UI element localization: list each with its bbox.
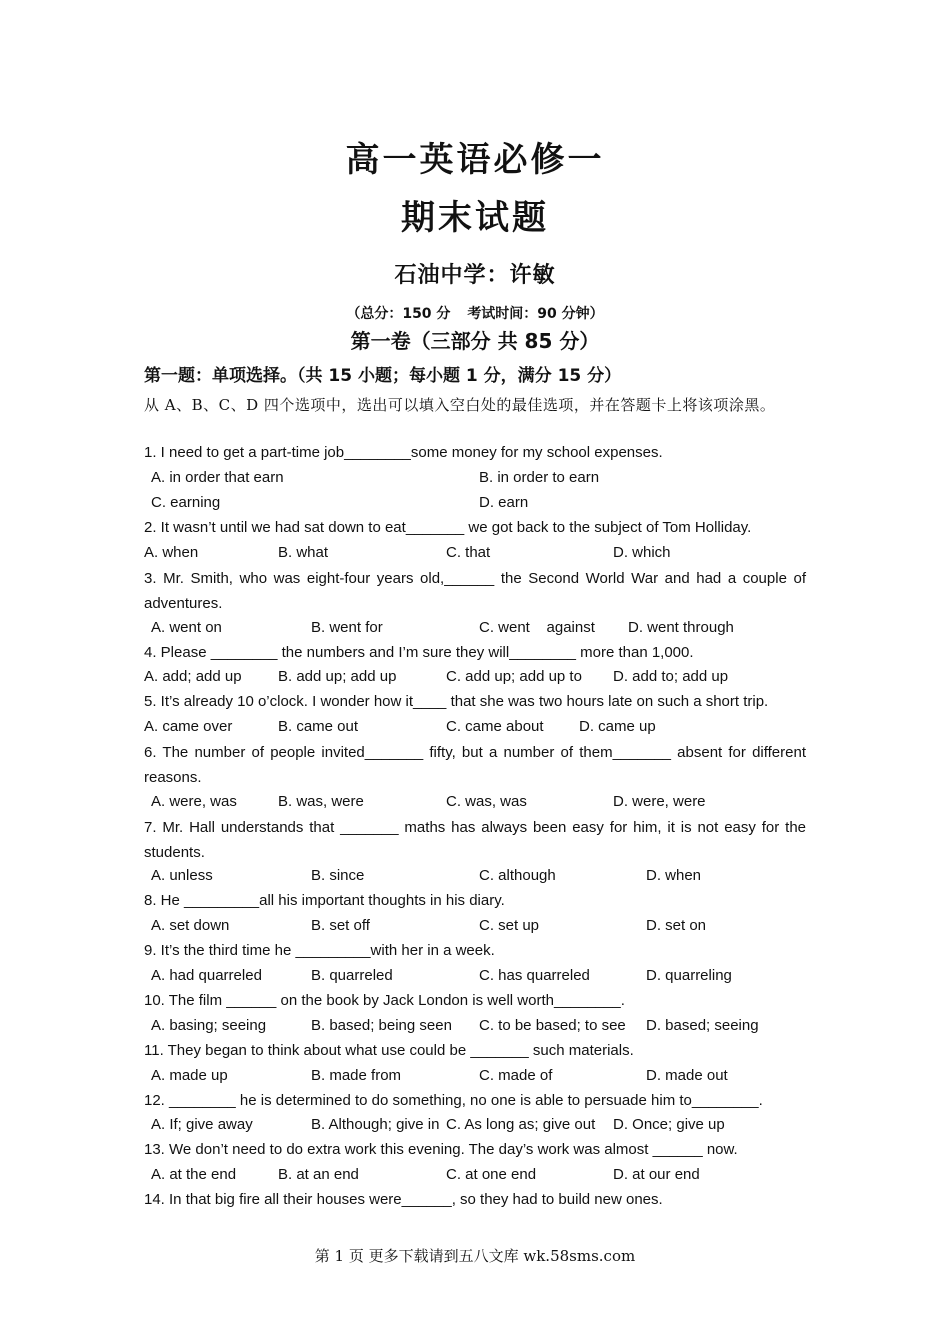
option-b: B. was, were — [278, 793, 364, 810]
option-b: B. made from — [311, 1067, 402, 1084]
option-d: D. were, were — [613, 793, 706, 810]
option-c: C. add up; add up to — [446, 668, 582, 685]
question-stem: 9. It’s the third time he _________with her in a week. — [144, 942, 495, 959]
option-c: C. went against — [479, 619, 595, 636]
question-stem: 7. Mr. Hall understands that _______ maths has always been easy for him, it is not easy for the students. — [144, 819, 806, 861]
option-a: A. came over — [144, 718, 233, 735]
option-b: B. Although; give in — [311, 1116, 440, 1133]
option-a: A. unless — [151, 867, 213, 884]
option-a: A. at the end — [151, 1166, 237, 1183]
question-stem: 1. I need to get a part-time job________some money for my school expenses. — [144, 444, 663, 461]
option-c: C. set up — [479, 917, 540, 934]
option-b: B. what — [278, 544, 329, 561]
option-b: B. in order to earn — [479, 469, 600, 486]
option-a: A. when — [144, 544, 199, 561]
total-score: （总分：150 分 — [346, 306, 451, 322]
exam-time: 考试时间：90 分钟） — [467, 306, 604, 322]
option-b: B. quarreled — [311, 967, 393, 984]
volume-title: 第一卷（三部分 共 85 分） — [350, 329, 600, 353]
question-stem: 4. Please ________ the numbers and I’m sure they will________ more than 1,000. — [144, 644, 694, 661]
option-b: B. based; being seen — [311, 1017, 452, 1034]
option-b: B. since — [311, 867, 365, 884]
option-c: C. came about — [446, 718, 544, 735]
option-b: B. at an end — [278, 1166, 359, 1183]
option-c: C. has quarreled — [479, 967, 590, 984]
option-c: C. earning — [151, 494, 221, 511]
question-stem: 5. It’s already 10 o’clock. I wonder how it____ that she was two hours late on such a short trip. — [144, 693, 769, 710]
option-d: D. based; seeing — [646, 1017, 759, 1034]
option-a: A. in order that earn — [151, 469, 284, 486]
title-line-1: 高一英语必修一 — [345, 140, 605, 180]
option-a: A. went on — [151, 619, 222, 636]
option-d: D. at our end — [613, 1166, 700, 1183]
option-a: A. If; give away — [151, 1116, 253, 1133]
option-d: D. quarreling — [646, 967, 732, 984]
option-d: D. came up — [579, 718, 656, 735]
section-instruction: 从 A、B、C、D 四个选项中，选出可以填入空白处的最佳选项，并在答题卡上将该项涂黑。 — [144, 396, 776, 414]
option-d: D. when — [646, 867, 702, 884]
author-line: 石油中学：许敏 — [394, 263, 556, 288]
option-a: A. add; add up — [144, 668, 242, 685]
option-c: C. As long as; give out — [446, 1116, 596, 1133]
question-stem: 8. He _________all his important thoughts in his diary. — [144, 892, 505, 909]
option-a: A. were, was — [151, 793, 237, 810]
option-d: D. which — [613, 544, 671, 561]
option-d: D. add to; add up — [613, 668, 729, 685]
question-stem: 6. The number of people invited_______ fifty, but a number of them_______ absent for different reasons. — [144, 744, 806, 786]
option-b: B. came out — [278, 718, 359, 735]
option-c: C. to be based; to see — [479, 1017, 626, 1034]
option-c: C. that — [446, 544, 491, 561]
option-d: D. set on — [646, 917, 707, 934]
option-c: C. at one end — [446, 1166, 537, 1183]
option-c: C. was, was — [446, 793, 527, 810]
question-stem: 13. We don’t need to do extra work this evening. The day’s work was almost ______ now. — [144, 1141, 738, 1158]
question-stem: 10. The film ______ on the book by Jack London is well worth________. — [144, 992, 625, 1009]
option-b: B. went for — [311, 619, 383, 636]
option-d: D. made out — [646, 1067, 728, 1084]
option-a: A. basing; seeing — [151, 1017, 267, 1034]
option-c: C. made of — [479, 1067, 553, 1084]
option-d: D. Once; give up — [613, 1116, 725, 1133]
exam-info — [0, 303, 950, 323]
option-d: D. earn — [479, 494, 529, 511]
question-stem: 3. Mr. Smith, who was eight-four years old,______ the Second World War and had a couple of adventures. — [144, 570, 806, 612]
option-d: D. went through — [628, 619, 734, 636]
option-b: B. add up; add up — [278, 668, 397, 685]
section-heading: 第一题：单项选择。（共 15 小题；每小题 1 分，满分 15 分） — [144, 366, 622, 386]
title-line-2: 期末试题 — [401, 198, 549, 238]
option-c: C. although — [479, 867, 556, 884]
option-a: A. had quarreled — [151, 967, 262, 984]
option-a: A. set down — [151, 917, 230, 934]
question-stem: 12. ________ he is determined to do something, no one is able to persuade him to________. — [144, 1092, 763, 1109]
option-b: B. set off — [311, 917, 370, 934]
question-stem: 14. In that big fire all their houses were______, so they had to build new ones. — [144, 1191, 663, 1208]
question-stem: 2. It wasn’t until we had sat down to eat_______ we got back to the subject of Tom Holliday. — [144, 519, 752, 536]
question-stem: 11. They began to think about what use could be _______ such materials. — [144, 1042, 634, 1059]
page-footer: 第 1 页 更多下载请到五八文库 wk.58sms.com — [314, 1247, 636, 1265]
option-a: A. made up — [151, 1067, 228, 1084]
